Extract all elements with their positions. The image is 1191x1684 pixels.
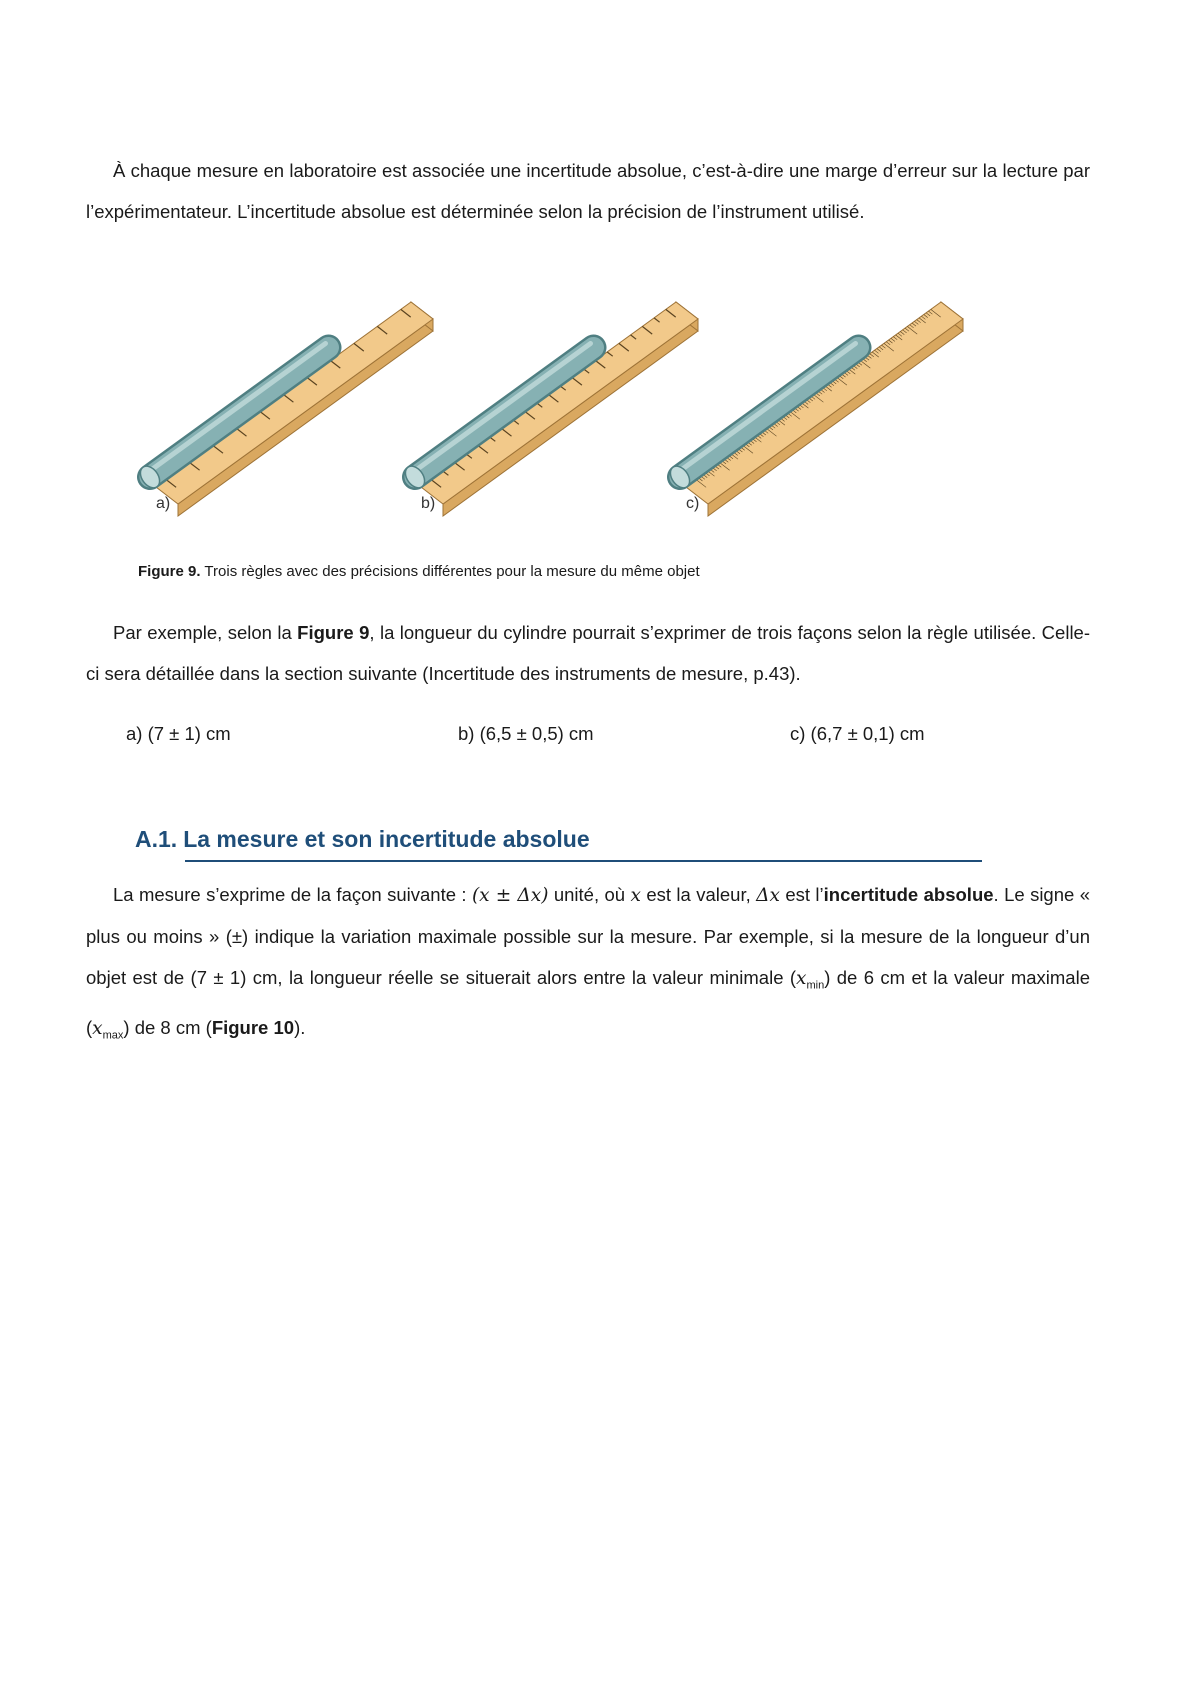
ruler-b (401, 302, 698, 516)
definition-text: La mesure s’exprime de la façon suivante : (113, 884, 472, 905)
figure-9 (86, 282, 1090, 547)
ruler-a (136, 302, 436, 516)
example-text-1: Par exemple, selon la (113, 622, 298, 643)
subscript-max: max (102, 1029, 124, 1042)
section-underline (185, 860, 982, 862)
definition-text: ) de 6 cm et la valeur maximale ( (86, 967, 1090, 1038)
example-figure-ref: Figure 9 (297, 622, 370, 643)
formula-x-min: x (796, 968, 807, 989)
value-c: c) (6,7 ± 0,1) cm (790, 723, 925, 744)
ruler-c (666, 302, 963, 516)
example-paragraph (86, 612, 1090, 694)
definition-text: ) de 8 cm ( (123, 1016, 212, 1038)
value-b: b) (6,5 ± 0,5) cm (458, 723, 594, 744)
definition-paragraph (86, 874, 1090, 1056)
value-a: a) (7 ± 1) cm (126, 723, 231, 744)
rulers-illustration (86, 282, 1090, 547)
caption-figure-ref: Figure 9. (138, 563, 201, 580)
definition-text: est la valeur, (640, 884, 757, 905)
definition-text: ). (294, 1016, 306, 1038)
figure-label-b: b) (421, 495, 436, 512)
formula-x: x (630, 885, 641, 906)
definition-text: est l’ (779, 884, 824, 905)
formula-measure: (x ± Δx) (471, 885, 549, 906)
definition-text: . Le signe « plus ou moins » (±) indique la variation maximale possible sur la mesure. Par exemple, si la mesure de la longueur d’un objet est de (7 ± 1) cm, la longueur réelle se situerait alors entre la valeur minimale ( (86, 884, 1090, 988)
definition-text: unité, où (548, 884, 631, 905)
figure-caption (138, 563, 700, 580)
section-number: A.1. (135, 826, 178, 852)
intro-text: À chaque mesure en laboratoire est associée une incertitude absolue, c’est-à-dire une marge d’erreur sur la lecture par l’expérimentateur. L’incertitude absolue est déterminée selon la précision de l’instrument utilisé. (86, 160, 1090, 222)
example-text-2: , la longueur du cylindre pourrait s’exprimer de trois façons selon la règle utilisée. Celle-ci sera détaillée dans la section suivante (Incertitude des instruments de mesure, p.43). (86, 622, 1090, 684)
formula-delta-x: Δx (756, 885, 780, 906)
section-title: La mesure et son incertitude absolue (183, 826, 590, 852)
figure-label-a: a) (156, 495, 171, 512)
section-heading (135, 826, 982, 858)
subscript-min: min (806, 979, 825, 992)
formula-x-max: x (92, 1017, 103, 1039)
figure-label-c: c) (686, 495, 700, 512)
term-absolute-uncertainty: incertitude absolue (823, 884, 994, 905)
intro-paragraph (86, 150, 1090, 232)
definition-figure-ref: Figure 10 (211, 1016, 295, 1038)
caption-text: Trois règles avec des précisions différentes pour la mesure du même objet (200, 563, 700, 580)
